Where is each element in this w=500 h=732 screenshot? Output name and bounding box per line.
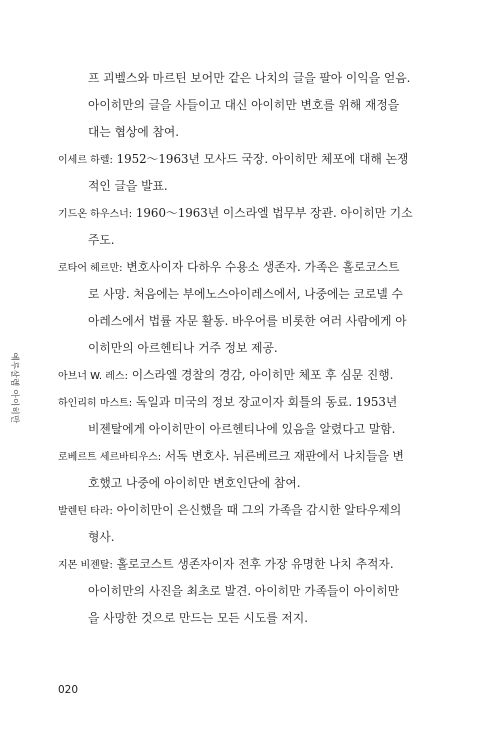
text-line [88,232,115,250]
line-text: 1952～1963년 모사드 국장. 아이히만 체포에 대해 논쟁 [112,152,409,166]
line-label: 이세르 하렐: [58,155,113,166]
line-text: 변호사이자 다하우 수용소 생존자. 가족은 홀로코스트 [122,260,400,274]
line-label: 기드온 하우스너: [58,209,133,220]
line-label: 지몬 비젠탈: [58,560,113,571]
text-line [58,394,397,412]
text-line [88,97,399,115]
line-text: 아레스에서 법률 자문 활동. 바우어를 비롯한 여러 사람에게 아 [88,314,407,328]
line-text: 이히만의 아르헨티나 거주 정보 제공. [88,341,278,355]
line-text: 적인 글을 발표. [88,179,168,193]
page-number: 020 [58,684,79,696]
line-text: 아이히만이 은신했을 때 그의 가족을 감시한 알타우제의 [112,503,402,517]
line-text: 아이히만의 사진을 최초로 발견. 아이히만 가족들이 아이히만 [88,584,400,598]
text-line [58,448,404,466]
line-text: 홀로코스트 생존자이자 전후 가장 유명한 나치 추적자. [112,557,394,571]
text-line [88,340,278,358]
line-text: 비젠탈에게 아이히만이 아르헨티나에 있음을 알렸다고 말함. [88,422,396,436]
text-line [88,178,168,196]
text-line [58,556,394,574]
line-label: 로베르트 세르바티우스: [58,452,162,463]
text-line [88,70,410,88]
text-line [88,610,308,628]
line-text: 형사. [88,530,115,544]
line-text: 로 사망. 처음에는 부에노스아이레스에서, 나중에는 코로넬 수 [88,287,403,301]
text-line [88,313,407,331]
text-line [88,475,300,493]
line-text: 프 괴벨스와 마르틴 보어만 같은 나치의 글을 팔아 이익을 얻음. [88,71,411,85]
text-line [58,367,393,385]
text-line [58,205,413,223]
line-text: 을 사망한 것으로 만드는 모든 시도를 저지. [88,611,308,625]
text-line [58,502,401,520]
running-title: 예루살렘 아이히만 [9,352,19,424]
line-text: 호했고 나중에 아이히만 변호인단에 참여. [88,476,301,490]
line-text: 서독 변호사. 뉘른베르크 재판에서 나치들을 변 [161,449,404,463]
text-line [88,529,115,547]
line-label: 발렌틴 타라: [58,506,113,517]
text-line [58,259,399,277]
line-text: 이스라엘 경찰의 경감, 아이히만 체포 후 심문 진행. [127,368,394,382]
line-label: 아브너 W. 레스: [58,371,128,382]
line-text: 1960～1963년 이스라엘 법무부 장관. 아이히만 기소 [132,206,413,220]
line-label: 하인리히 마스트: [58,398,133,409]
line-text: 아이히만의 글을 사들이고 대신 아이히만 변호를 위해 재정을 [88,98,400,112]
text-line [58,151,408,169]
line-text: 대는 협상에 참여. [88,125,180,139]
line-label: 로타어 헤르만: [58,263,123,274]
line-text: 독일과 미국의 정보 장교이자 회틀의 동료. 1953년 [132,395,398,409]
text-line [88,286,403,304]
text-line [88,124,179,142]
text-line [88,583,399,601]
line-text: 주도. [88,233,115,247]
text-line [88,421,395,439]
